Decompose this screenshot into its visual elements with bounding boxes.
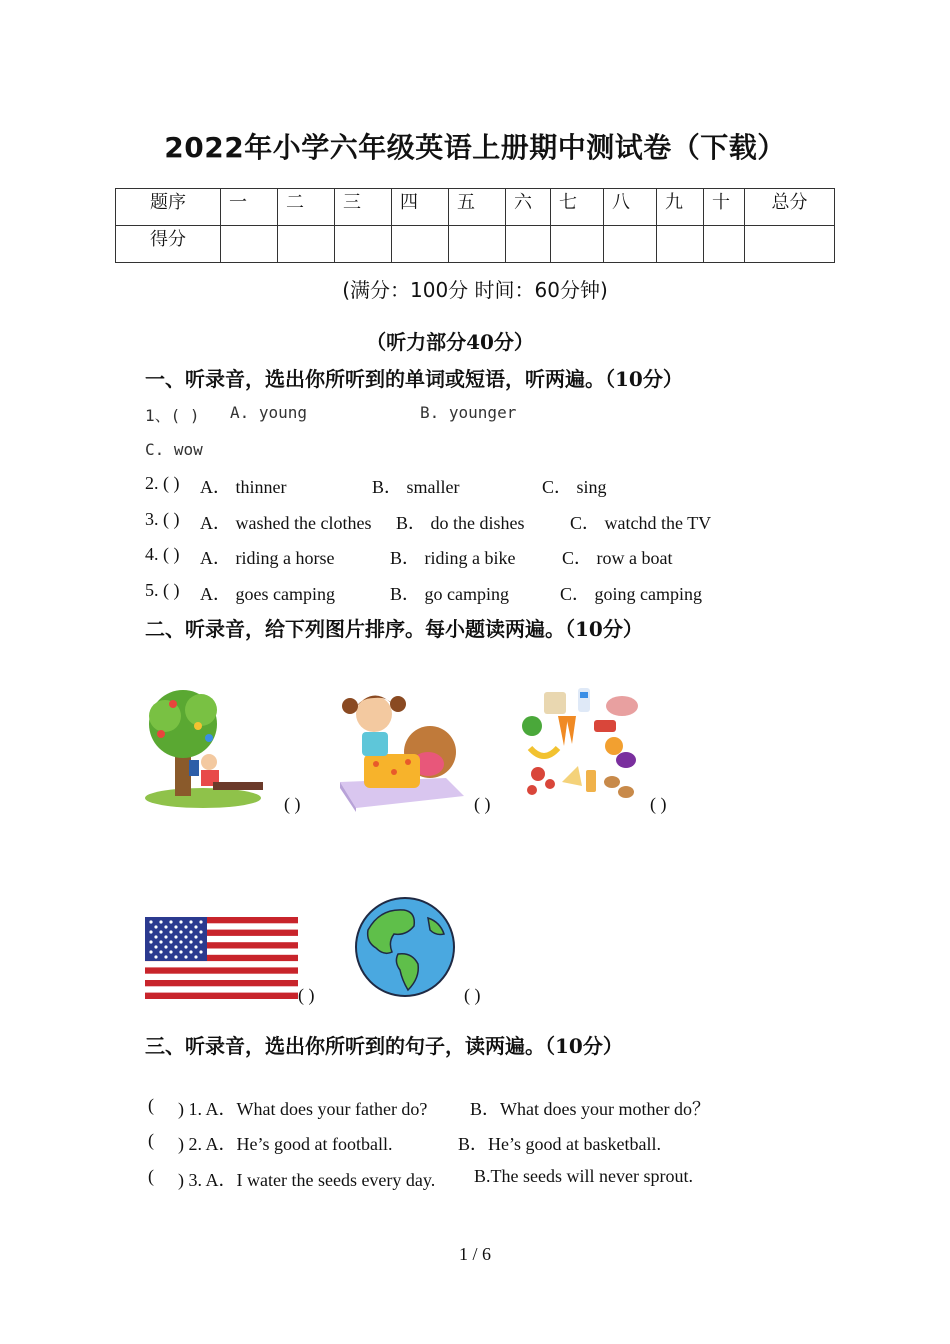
s3-q2-option-a: ) 2. A．He’s good at football. [178, 1134, 393, 1154]
score-cell[interactable] [551, 226, 604, 263]
listening-header: （听力部分40分） [366, 330, 534, 354]
q3-option-c: C． watchd the TV [570, 513, 712, 533]
cell-4: 四 [392, 189, 449, 226]
q2-number: 2. ( ) [145, 473, 180, 493]
s3-q1-option-b: B．What does your mother do？ [470, 1099, 710, 1119]
q1-option-a: A. young [230, 403, 308, 422]
cell-10: 十 [704, 189, 745, 226]
picture-blank-1[interactable]: ( ) [284, 794, 301, 814]
q1-number: 1、( ) [145, 406, 200, 425]
score-cell[interactable] [506, 226, 551, 263]
q2-option-b: B． smaller [372, 477, 460, 497]
score-cell[interactable] [745, 226, 835, 263]
section2-heading: 二、听录音，给下列图片排序。每小题读两遍。（10分） [145, 617, 643, 641]
food-image [518, 686, 642, 804]
picture-blank-2[interactable]: ( ) [474, 794, 491, 814]
page-title: 2022年小学六年级英语上册期中测试卷（下载） [164, 131, 786, 164]
cell-2: 二 [278, 189, 335, 226]
score-cell[interactable] [704, 226, 745, 263]
cell-1: 一 [221, 189, 278, 226]
score-cell[interactable] [278, 226, 335, 263]
s3-q3-paren[interactable]: ( [148, 1166, 154, 1186]
cell-9: 九 [657, 189, 704, 226]
picture-blank-5[interactable]: ( ) [464, 985, 481, 1005]
q4-option-c: C． row a boat [562, 548, 673, 568]
s3-q1-paren[interactable]: ( [148, 1095, 154, 1115]
score-table-header-row [116, 189, 835, 226]
section3-heading: 三、听录音，选出你所听到的句子，读两遍。（10分） [145, 1034, 623, 1058]
making-bed-image [336, 686, 468, 812]
cell-label: 题序 [116, 189, 221, 226]
s3-q1-option-a: ) 1. A．What does your father do? [178, 1099, 428, 1119]
score-cell[interactable] [392, 226, 449, 263]
q4-option-a: A． riding a horse [200, 548, 335, 568]
s3-q2-paren[interactable]: ( [148, 1130, 154, 1150]
score-cell[interactable] [604, 226, 657, 263]
score-table [115, 188, 835, 263]
s3-q3-option-b: B.The seeds will never sprout. [474, 1166, 693, 1186]
s3-q3-option-a: ) 3. A．I water the seeds every day. [178, 1170, 436, 1190]
q5-option-a: A． goes camping [200, 584, 335, 604]
page-number: 1 / 6 [458, 1244, 491, 1264]
full-mark-time: (满分：100分 时间：60分钟) [342, 278, 608, 302]
q3-number: 3. ( ) [145, 509, 180, 529]
score-cell[interactable] [335, 226, 392, 263]
cell-6: 六 [506, 189, 551, 226]
q1-option-b: B. younger [420, 403, 517, 422]
q2-option-c: C． sing [542, 477, 607, 497]
cell-7: 七 [551, 189, 604, 226]
cell-5: 五 [449, 189, 506, 226]
q2-option-a: A． thinner [200, 477, 287, 497]
q1-option-c: C. wow [145, 440, 203, 459]
cell-total: 总分 [745, 189, 835, 226]
q3-option-b: B． do the dishes [396, 513, 525, 533]
q5-option-b: B． go camping [390, 584, 509, 604]
q3-option-a: A． washed the clothes [200, 513, 372, 533]
earth-globe-image [354, 896, 456, 998]
score-cell[interactable] [657, 226, 704, 263]
section1-heading: 一、听录音，选出你所听到的单词或短语，听两遍。（10分） [145, 367, 683, 391]
usa-flag-image [145, 917, 298, 999]
picture-blank-4[interactable]: ( ) [298, 985, 315, 1005]
q5-number: 5. ( ) [145, 580, 180, 600]
q4-option-b: B． riding a bike [390, 548, 516, 568]
cell-8: 八 [604, 189, 657, 226]
picture-blank-3[interactable]: ( ) [650, 794, 667, 814]
score-cell[interactable] [221, 226, 278, 263]
q4-number: 4. ( ) [145, 544, 180, 564]
score-table-score-row [116, 226, 835, 263]
tree-reading-image [143, 686, 278, 810]
cell-score-label: 得分 [116, 226, 221, 263]
s3-q2-option-b: B．He’s good at basketball. [458, 1134, 661, 1154]
q5-option-c: C． going camping [560, 584, 702, 604]
cell-3: 三 [335, 189, 392, 226]
score-cell[interactable] [449, 226, 506, 263]
